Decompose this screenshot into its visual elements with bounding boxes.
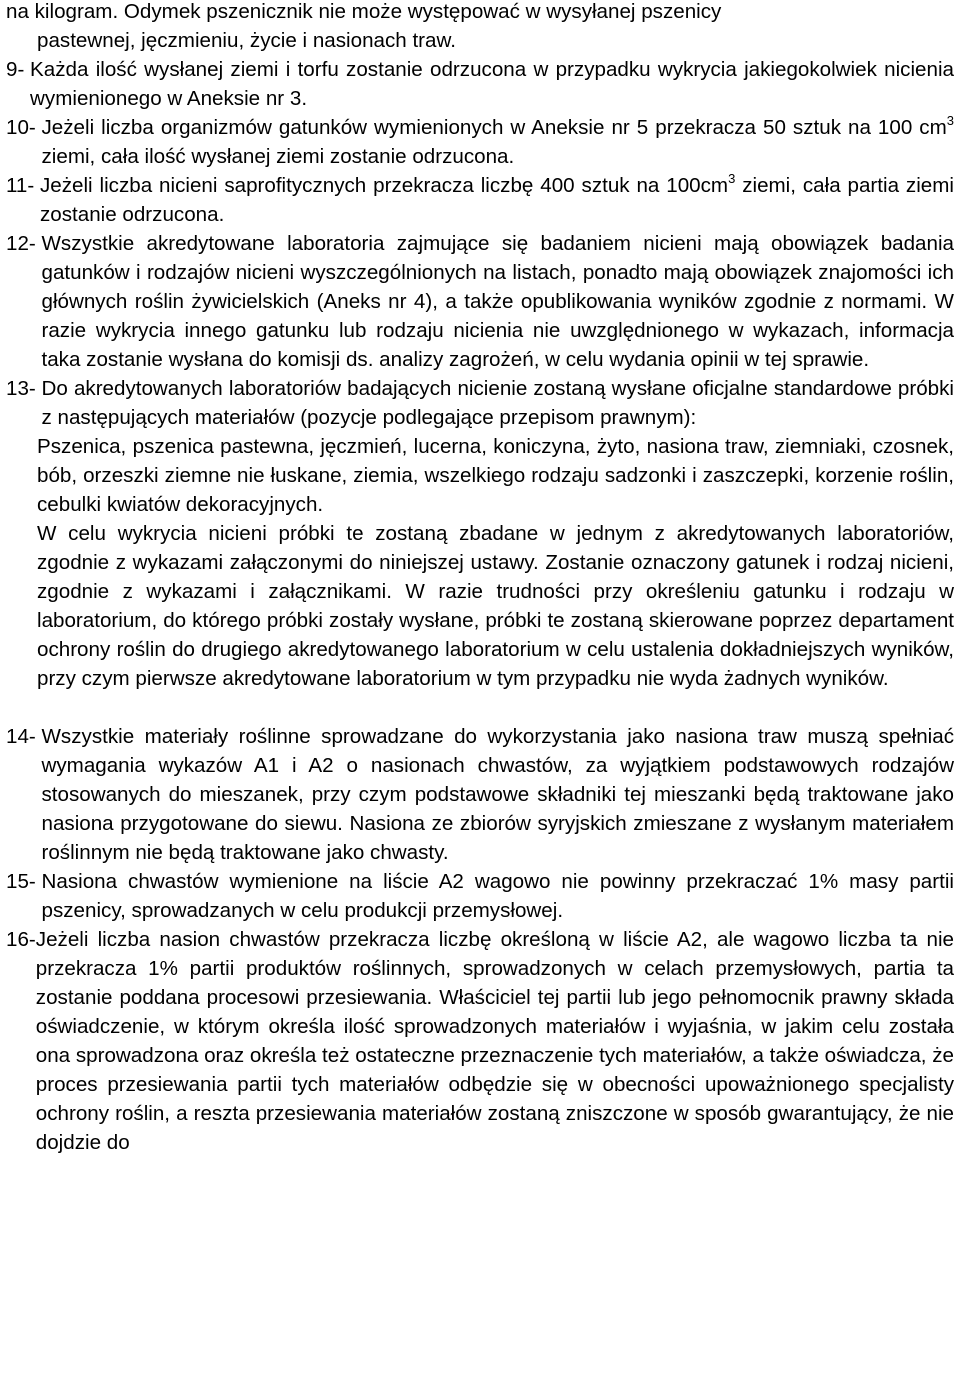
item-number: 15-	[6, 870, 42, 893]
intro-cont-text: pastewnej, jęczmieniu, życie i nasionach traw.	[37, 29, 456, 52]
item-text: Wszystkie akredytowane laboratoria zajmujące się badaniem nicieni mają obowiązek badania gatunków i rodzajów nicieni wyszczególnionych na listach, ponadto mają obowiązek znajomości ich głównych roślin żywicielskich (Aneks nr 4), a także opublikowania wyników zgodnie z normami. W razie wykrycia innego gatunku lub rodzaju nicienia nie uwzględnionego w wykazach, informacja taka zostanie wysłana do komisji ds. analizy zagrożeń, w celu wydania opinii w tej sprawie.	[41, 232, 954, 371]
item-text-post: ziemi, cała partia ziemi zostanie odrzucona.	[39, 174, 954, 226]
superscript: 3	[946, 113, 954, 128]
list-item-12	[6, 229, 954, 374]
item-text-pre: Jeżeli liczba nicieni saprofitycznych przekracza liczbę 400 sztuk na 100cm	[39, 174, 729, 197]
item-text	[40, 171, 954, 229]
item-13-procedure: W celu wykrycia nicieni próbki te zostaną zbadane w jednym z akredytowanych laboratoriów, zgodnie z wykazami załączonymi do niniejszej ustawy. Zostanie oznaczony gatunek i rodzaj nicieni, zgodnie z wykazami i załącznikami. W razie trudności przy określeniu gatunku i rodzaju w laboratorium, do którego próbki zostały wysłane, próbki te zostaną skierowane poprzez departament ochrony roślin do drugiego akredytowanego laboratorium w celu ustalenia dokładniejszych wyników, przy czym pierwsze akredytowane laboratorium w tym przypadku nie wyda żadnych wyników.	[37, 522, 954, 690]
item-number: 16-	[6, 928, 36, 951]
intro-text: na kilogram. Odymek pszenicznik nie może występować w wysyłanej pszenicy	[6, 0, 722, 23]
item-text: Jeżeli liczba nasion chwastów przekracza liczbę określoną w liście A2, ale wagowo liczba ta nie przekracza 1% partii produktów roślinnych, sprowadzonych w celach przemysłowych, partia ta zostanie poddana procesowi przesiewania. Właściciel tej partii lub jego pełnomocnik prawny składa oświadczenie, w którym określa ilość sprowadzonych materiałów i wyjaśnia, w jakim celu została ona sprowadzona oraz określa też ostateczne przeznaczenie tych materiałów, a także oświadcza, że proces przesiewania partii tych materiałów odbędzie się w obecności upoważnionego specjalisty ochrony roślin, a reszta przesiewania materiałów zostaną zniszczone w sposób gwarantujący, że nie dojdzie do	[35, 928, 954, 1154]
item-text: Do akredytowanych laboratoriów badających nicienie zostaną wysłane oficjalne standardowe próbki z następujących materiałów (pozycje podlegające przepisom prawnym):	[41, 377, 954, 429]
intro-continuation	[6, 26, 954, 55]
item-number: 10-	[6, 116, 42, 139]
list-item-11	[6, 171, 954, 229]
item-text: Wszystkie materiały roślinne sprowadzane do wykorzystania jako nasiona traw muszą spełniać wymagania wykazów A1 i A2 o nasionach chwastów, za wyjątkiem podstawowych rodzajów stosowanych do mieszanek, przy czym podstawowe składniki tej mieszanki będą traktowane jako nasiona przygotowane do siewu. Nasiona ze zbiorów syryjskich zmieszane z wysłanym materiałem roślinnym nie będą traktowane jako chwasty.	[41, 725, 954, 864]
item-number: 11-	[6, 174, 40, 197]
item-number: 14-	[6, 725, 42, 748]
item-text: Każda ilość wysłanej ziemi i torfu zostanie odrzucona w przypadku wykrycia jakiegokolwiek nicienia wymienionego w Aneksie nr 3.	[30, 58, 954, 110]
item-number: 12-	[6, 232, 42, 255]
list-item-15	[6, 867, 954, 925]
intro-line	[6, 0, 954, 26]
item-number: 13-	[6, 377, 42, 400]
list-item-14	[6, 722, 954, 867]
item-text-pre: Jeżeli liczba organizmów gatunków wymienionych w Aneksie nr 5 przekracza 50 sztuk na 100 cm	[41, 116, 947, 139]
item-number: 9-	[6, 58, 31, 81]
list-item-9	[6, 55, 954, 113]
item-13-materials: Pszenica, pszenica pastewna, jęczmień, lucerna, koniczyna, żyto, nasiona traw, ziemniaki, czosnek, bób, orzeszki ziemne nie łuskane, ziemia, wszelkiego rodzaju sadzonki i zaszczepki, korzenie roślin, cebulki kwiatów dekoracyjnych.	[37, 435, 954, 516]
paragraph-gap	[6, 693, 954, 722]
list-item-13	[6, 374, 954, 432]
item-text	[42, 113, 955, 171]
list-item-10	[6, 113, 954, 171]
list-item-16	[6, 925, 954, 1157]
item-text-post: ziemi, cała ilość wysłanej ziemi zostanie odrzucona.	[41, 145, 515, 168]
item-text: Nasiona chwastów wymienione na liście A2 wagowo nie powinny przekraczać 1% masy partii pszenicy, sprowadzanych w celu produkcji przemysłowej.	[41, 870, 954, 922]
superscript: 3	[728, 171, 736, 186]
